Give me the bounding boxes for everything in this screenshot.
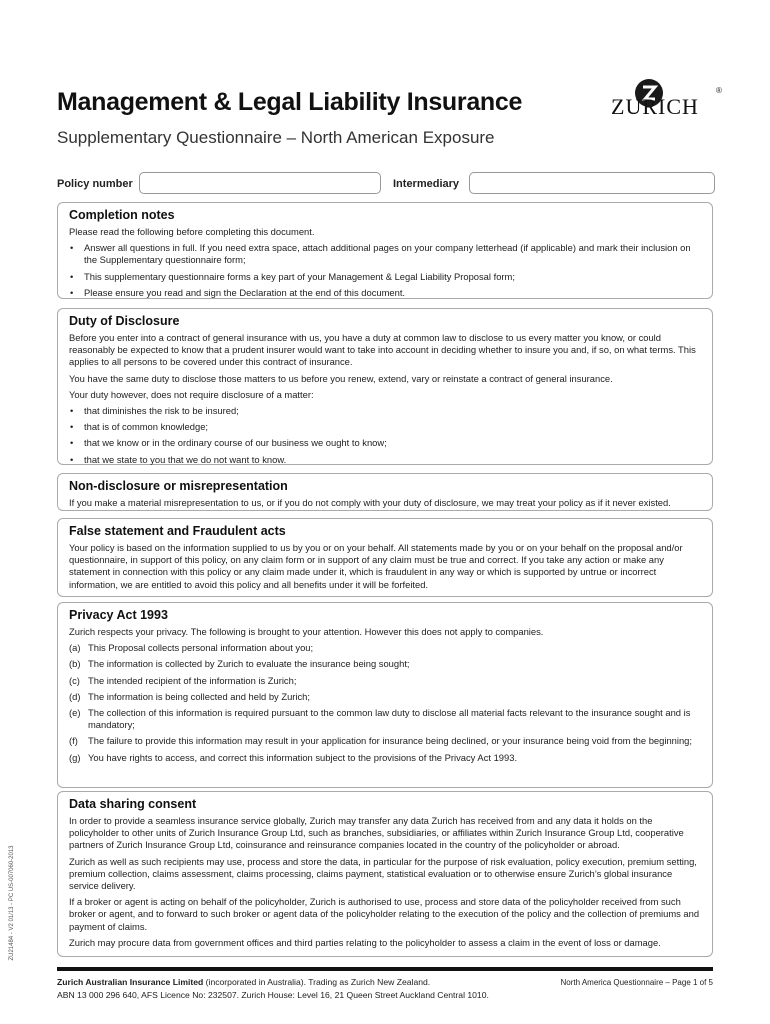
list-marker: (c) (69, 674, 80, 686)
list-marker: (a) (69, 642, 81, 654)
privacy-act-section (57, 602, 713, 788)
paragraph: Your policy is based on the information supplied to us by you or on your behalf. All statements made by you or on your behalf on the proposal and/or questionnaire, in support of this policy, on any claim form or in support of any claim must be true and correct. If you take any action or make any statement in connection with this policy or any claim made under it, which is fraudulent in any way or which is supported by untrue or incorrect information, we are entitled to avoid this policy and all benefits under it will be forfeited. (69, 542, 683, 590)
section-title: Completion notes (69, 208, 175, 222)
page-subtitle: Supplementary Questionnaire – North American Exposure (57, 128, 495, 147)
policy-number-field[interactable] (139, 172, 381, 194)
list-text: This Proposal collects personal information about you; (88, 642, 314, 654)
intermediary-label: Intermediary (393, 178, 460, 190)
duty-of-disclosure-section (57, 308, 713, 465)
paragraph: Before you enter into a contract of general insurance with us, you have a duty at common law to disclose to us every matter you know, or could reasonably be expected to know that a prudent insurer would want to take into account in deciding whether to insure you and, if so, on what terms. This applies to all persons to be covered under this contract of insurance. (69, 332, 696, 368)
paragraph: You have the same duty to disclose those matters to us before you renew, extend, vary or reinstate a contract of general insurance. (69, 372, 613, 384)
data-sharing-section (57, 791, 713, 957)
paragraph: If a broker or agent is acting on behalf of the policyholder, Zurich is authorised to use, process and store data of the policyholder received from such broker or agent, and to forward to such broker or agent data of the policyholder relating to the execution of the policy and the collection of premiums and payment of claims. (69, 896, 700, 932)
footer-company: Zurich Australian Insurance Limited (57, 977, 204, 987)
list-item: • that diminishes the risk to be insured; (70, 405, 239, 417)
section-title: Data sharing consent (69, 797, 197, 811)
list-item: • Please ensure you read and sign the Declaration at the end of this document. (70, 286, 406, 298)
section-title: Duty of Disclosure (69, 314, 180, 328)
footer-address (57, 976, 489, 1002)
list-item (69, 642, 702, 654)
false-statement-section (57, 518, 713, 597)
list-text: that is of common knowledge; (84, 421, 209, 433)
list-item: • This supplementary questionnaire forms a key part of your Management & Legal Liability Proposal form; (70, 270, 515, 282)
logo-wordmark: ZURICH (611, 94, 699, 119)
list-text: The collection of this information is required pursuant to the common law duty to disclose all material facts relevant to the insurance sought and is mandatory; (88, 707, 691, 731)
list-text: that we state to you that we do not want to know. (84, 453, 287, 465)
page-number: North America Questionnaire – Page 1 of 5 (560, 978, 713, 987)
list-text: that diminishes the risk to be insured; (84, 405, 239, 417)
footer-divider (57, 967, 713, 971)
section-title: False statement and Fraudulent acts (69, 524, 286, 538)
list-item (69, 691, 702, 703)
section-title: Privacy Act 1993 (69, 608, 168, 622)
section-title: Non-disclosure or misrepresentation (69, 479, 288, 493)
list-text: You have rights to access, and correct this information subject to the provisions of the Privacy Act 1993. (88, 751, 518, 763)
non-disclosure-section (57, 473, 713, 511)
list-marker: (f) (69, 735, 78, 747)
list-text: Answer all questions in full. If you need extra space, attach additional pages on your company letterhead (if applicable) and mark their inclusion on the Supplementary questionnaire form; (84, 242, 691, 266)
completion-notes-section (57, 202, 713, 299)
paragraph: Zurich as well as such recipients may use, process and store the data, in particular for the purpose of risk evaluation, policy execution, premium setting, premium collection, claims assessment, claims processing, claims payment, statistical evaluation or to otherwise ensure Zurich’s global insurance service delivery. (69, 855, 697, 892)
list-text: The information is being collected and held by Zurich; (88, 690, 310, 702)
list-item (69, 752, 702, 764)
list-item: • that we know or in the ordinary course of our business we ought to know; (70, 437, 387, 449)
list-text: Please ensure you read and sign the Declaration at the end of this document. (84, 286, 406, 298)
list-marker: (g) (69, 751, 81, 763)
completion-intro: Please read the following before completing this document. (69, 226, 315, 237)
paragraph: Zurich may procure data from government offices and third parties relating to the policyholder to assess a claim in the event of loss or damage. (69, 936, 661, 948)
intermediary-field[interactable] (469, 172, 715, 194)
page-title: Management & Legal Liability Insurance (57, 88, 523, 116)
list-item: • Answer all questions in full. If you need extra space, attach additional pages on your company letterhead (if applicable) and mark their inclusion on the Supplementary questionnaire form; (69, 242, 702, 266)
paragraph: Your duty however, does not require disclosure of a matter: (69, 388, 314, 400)
list-marker: (e) (69, 707, 81, 719)
list-text: that we know or in the ordinary course of our business we ought to know; (84, 437, 387, 449)
list-text: The intended recipient of the information is Zurich; (88, 674, 297, 686)
footer-company-rest: (incorporated in Australia). Trading as Zurich New Zealand. (203, 977, 431, 987)
list-text: The failure to provide this information may result in your application for insurance being declined, or your insurance being void from the beginning; (88, 735, 692, 747)
list-marker: (d) (69, 690, 81, 702)
policy-number-label: Policy number (57, 178, 133, 190)
side-code: ZU21484 - V2 01/13 - PC US-007060-2013 (9, 845, 15, 961)
list-item: • that is of common knowledge; (70, 421, 209, 433)
list-item (69, 658, 702, 670)
list-item (69, 735, 702, 747)
footer-line2: ABN 13 000 296 640, AFS Licence No: 232507. Zurich House: Level 16, 21 Queen Street Auckland Central 1010. (57, 990, 489, 1000)
list-text: This supplementary questionnaire forms a key part of your Management & Legal Liability Proposal form; (84, 270, 515, 282)
registered-mark: ® (716, 86, 722, 95)
paragraph: If you make a material misrepresentation to us, or if you do not comply with your duty of disclosure, we may treat your policy as if it never existed. (69, 497, 671, 508)
list-text: The information is collected by Zurich to evaluate the insurance being sought; (88, 658, 410, 670)
list-item (69, 707, 702, 731)
list-item (69, 675, 702, 687)
paragraph: Zurich respects your privacy. The following is brought to your attention. However this does not apply to companies. (69, 626, 544, 637)
list-marker: (b) (69, 658, 81, 670)
list-item: • that we state to you that we do not want to know. (70, 453, 287, 465)
paragraph: In order to provide a seamless insurance service globally, Zurich may transfer any data Zurich has received from and any data it holds on the policyholder to other units of Zurich Insurance Group Ltd, such as branches, subsidiaries, or affiliates within Zurich Insurance Group Ltd, cooperative partners of Zurich Insurance Group Ltd, coinsurance and reinsurance companies located in the country of the policyholder or abroad. (69, 815, 684, 851)
